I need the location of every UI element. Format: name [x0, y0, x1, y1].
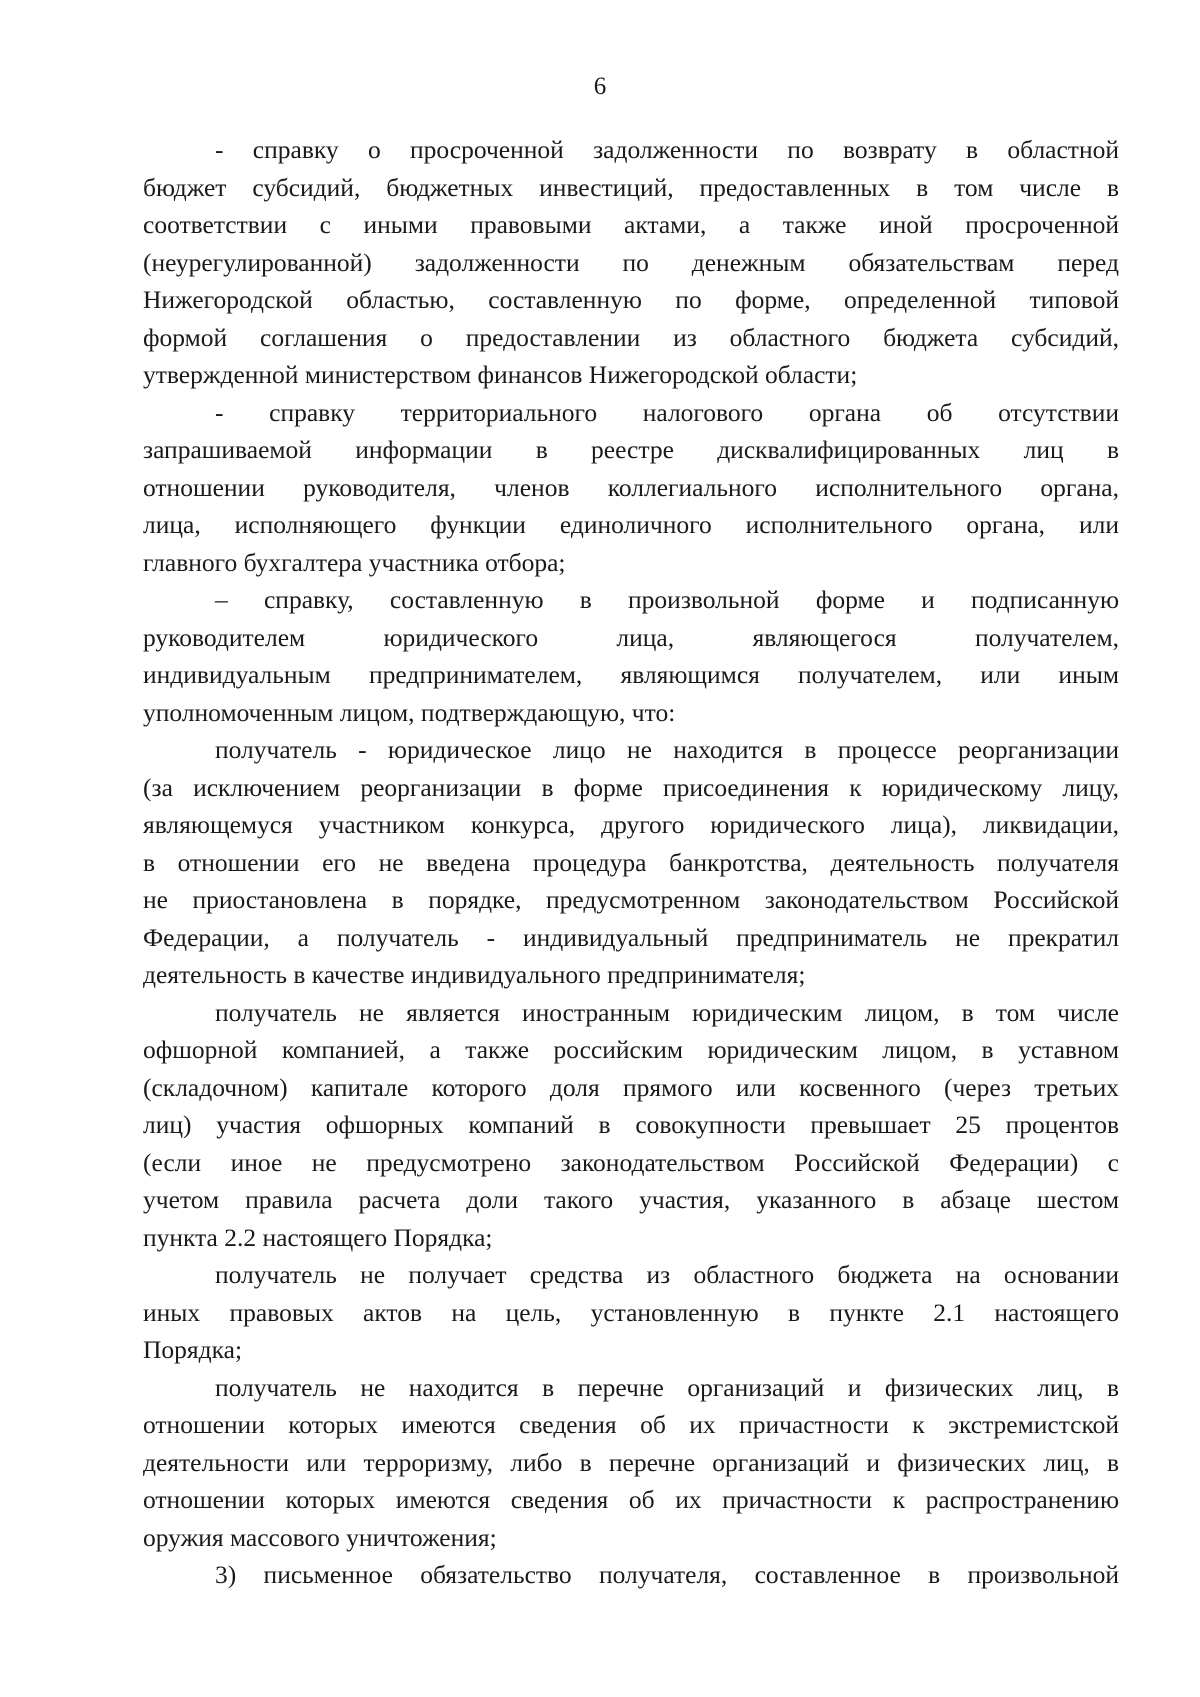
text-line: утвержденной министерством финансов Нижегородской области;	[143, 360, 858, 389]
text-line: отношении руководителя, членов коллегиального исполнительного органа,	[143, 472, 1119, 502]
text-line: формой соглашения о предоставлении из областного бюджета субсидий,	[143, 322, 1119, 352]
text-line: 3) письменное обязательство получателя, составленное в произвольной	[215, 1560, 1119, 1589]
text-line: индивидуальным предпринимателем, являющимся получателем, или иным	[143, 660, 1119, 689]
document-body	[143, 131, 1119, 1594]
text-line: (если иное не предусмотрено законодательством Российской Федерации) с	[143, 1147, 1119, 1177]
text-line: являющемуся участником конкурса, другого юридического лица), ликвидации,	[143, 810, 1119, 839]
text-line: получатель не находится в перечне организаций и физических лиц, в	[215, 1372, 1119, 1402]
text-line: в отношении его не введена процедура банкротства, деятельность получателя	[143, 847, 1119, 877]
text-line: Федерации, а получатель - индивидуальный предприниматель не прекратил	[143, 922, 1119, 952]
text-line: соответствии с иными правовыми актами, а также иной просроченной	[143, 210, 1119, 239]
text-line: уполномоченным лицом, подтверждающую, что:	[143, 697, 676, 727]
text-line: лиц) участия офшорных компаний в совокупности превышает 25 процентов	[143, 1110, 1119, 1139]
text-line: Нижегородской областью, составленную по форме, определенной типовой	[143, 285, 1119, 314]
text-line: получатель не является иностранным юридическим лицом, в том числе	[215, 997, 1119, 1027]
text-line: иных правовых актов на цель, установленную в пункте 2.1 настоящего	[143, 1297, 1119, 1327]
text-line: учетом правила расчета доли такого участия, указанного в абзаце шестом	[143, 1185, 1119, 1214]
text-line: получатель - юридическое лицо не находится в процессе реорганизации	[215, 735, 1119, 764]
text-line: бюджет субсидий, бюджетных инвестиций, предоставленных в том числе в	[143, 172, 1119, 202]
text-line: руководителем юридического лица, являющегося получателем,	[143, 622, 1119, 652]
text-line: - справку о просроченной задолженности по возврату в областной	[215, 135, 1119, 164]
text-line: деятельности или терроризму, либо в перечне организаций и физических лиц, в	[143, 1447, 1119, 1477]
text-line: деятельность в качестве индивидуального предпринимателя;	[143, 960, 806, 989]
text-line: - справку территориального налогового органа об отсутствии	[215, 397, 1119, 427]
text-line: – справку, составленную в произвольной форме и подписанную	[215, 585, 1119, 614]
page-number: 6	[593, 73, 607, 100]
text-line: отношении которых имеются сведения об их причастности к экстремистской	[143, 1410, 1119, 1439]
text-line: лица, исполняющего функции единоличного исполнительного органа, или	[143, 510, 1119, 539]
text-line: главного бухгалтера участника отбора;	[143, 547, 566, 577]
text-line: не приостановлена в порядке, предусмотренном законодательством Российской	[143, 885, 1119, 914]
text-line: (складочном) капитале которого доля прямого или косвенного (через третьих	[143, 1072, 1119, 1102]
text-line: оружия массового уничтожения;	[143, 1522, 497, 1552]
text-line: (за исключением реорганизации в форме присоединения к юридическому лицу,	[143, 772, 1119, 802]
text-line: (неурегулированной) задолженности по денежным обязательствам перед	[143, 247, 1119, 277]
text-line: пункта 2.2 настоящего Порядка;	[143, 1222, 493, 1252]
text-line: Порядка;	[143, 1335, 243, 1364]
text-line: запрашиваемой информации в реестре дисквалифицированных лиц в	[143, 435, 1119, 464]
text-line: отношении которых имеются сведения об их причастности к распространению	[143, 1485, 1119, 1514]
text-line: офшорной компанией, а также российским юридическим лицом, в уставном	[143, 1035, 1119, 1064]
text-line: получатель не получает средства из областного бюджета на основании	[215, 1260, 1119, 1289]
